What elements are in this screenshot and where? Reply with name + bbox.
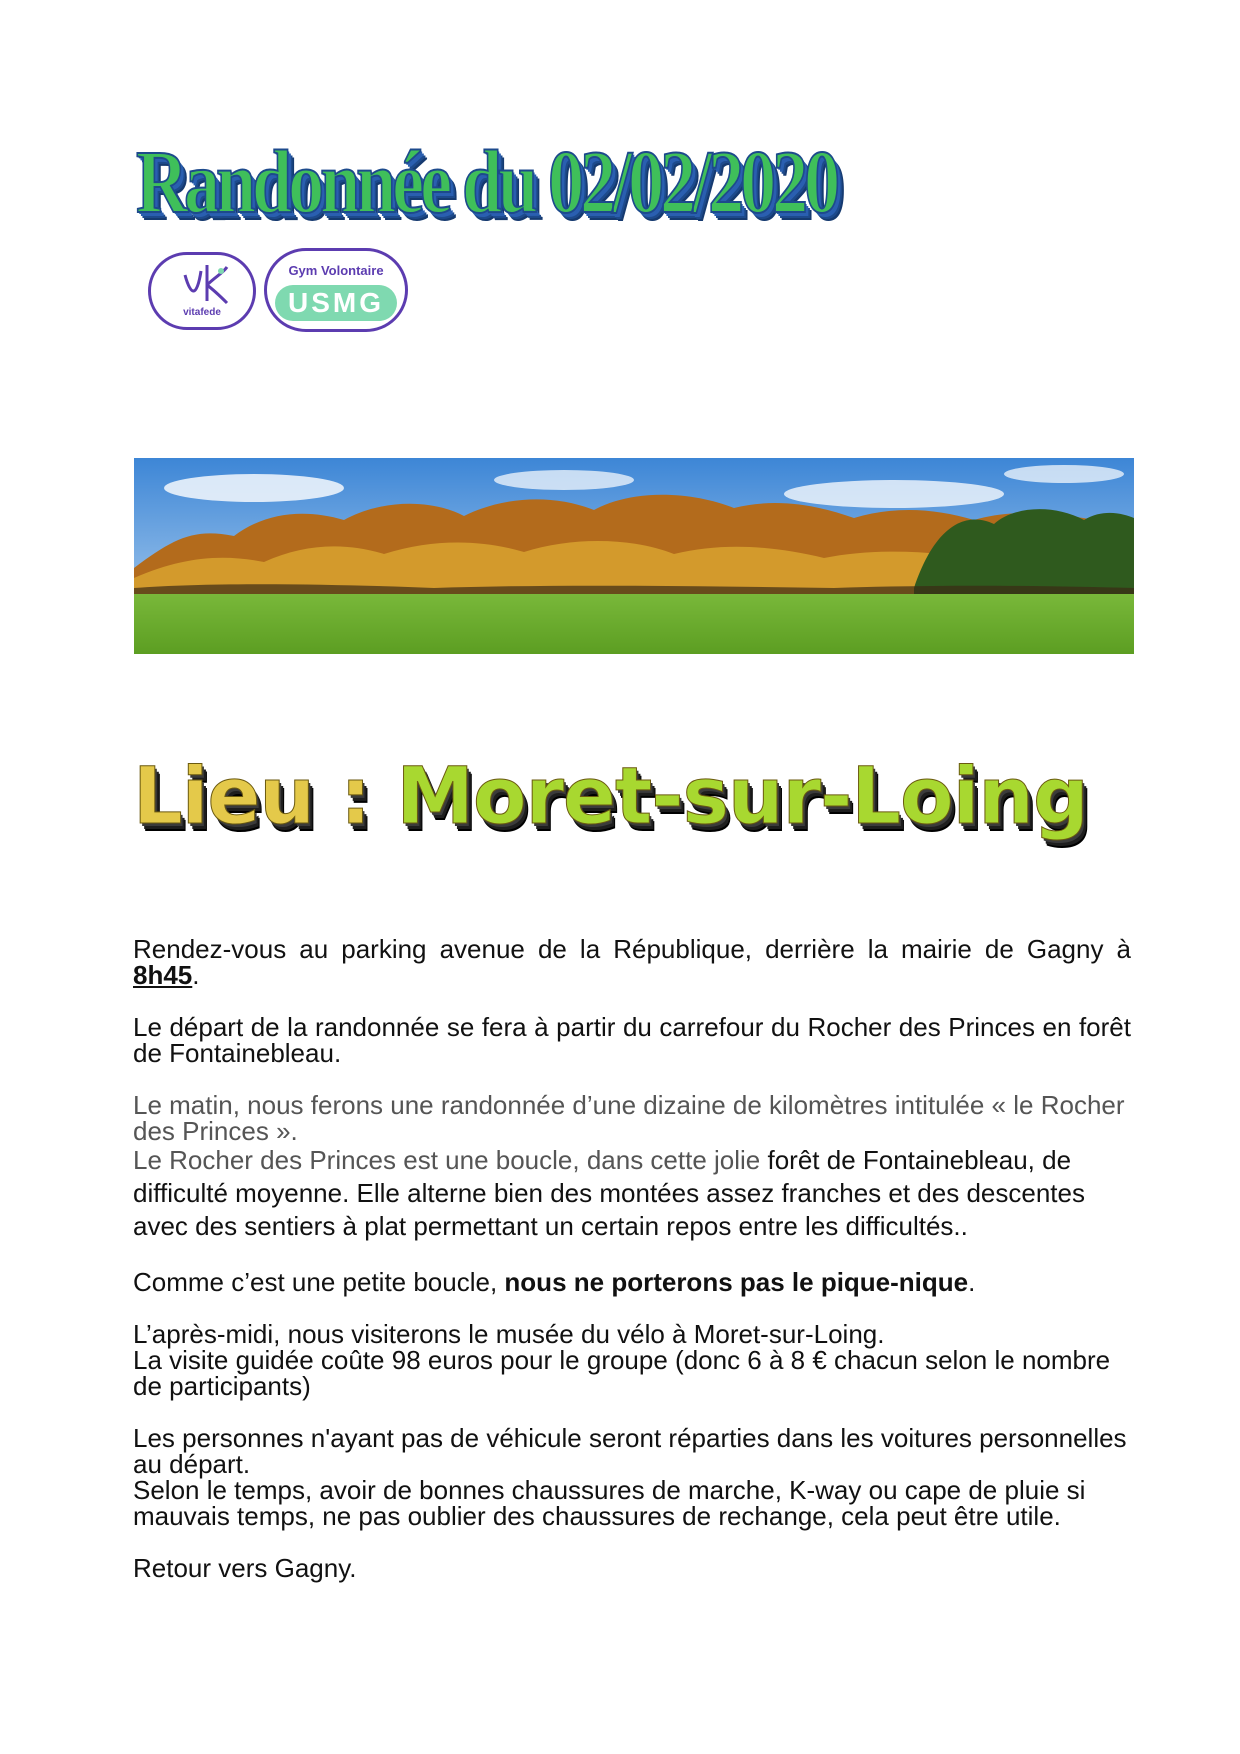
- equipment-paragraph: Selon le temps, avoir de bonnes chaussures de marche, K-way ou cape de pluie si mauvais temps, ne pas oublier des chaussures de rechange, cela peut être utile.: [133, 1475, 1086, 1531]
- location-heading: [133, 752, 1088, 842]
- departure-paragraph: Le départ de la randonnée se fera à partir du carrefour du Rocher des Princes en forêt de Fontainebleau.: [133, 1012, 1131, 1068]
- usmg-text: USMG: [275, 285, 397, 321]
- return-paragraph: Retour vers Gagny.: [133, 1553, 357, 1583]
- route-text: forêt de Fontainebleau, de difficulté moyenne. Elle alterne bien des montées assez franches et des descentes avec des sentiers à plat permettant un certain repos entre les difficultés..: [133, 1145, 1085, 1241]
- picnic-text: Comme c’est une petite boucle,: [133, 1267, 505, 1297]
- picnic-paragraph: [133, 1269, 1131, 1295]
- vitafede-text: vitafede: [183, 307, 221, 318]
- document-body: [133, 936, 1131, 1607]
- gym-volontaire-text: Gym Volontaire: [288, 263, 384, 278]
- visit-paragraph: La visite guidée coûte 98 euros pour le groupe (donc 6 à 8 € chacun selon le nombre de participants): [133, 1345, 1111, 1401]
- route-text-gray: Le Rocher des Princes est une boucle, dans cette jolie: [133, 1145, 761, 1175]
- page-title: Randonnée du 02/02/2020: [136, 133, 837, 232]
- meeting-end: .: [192, 960, 200, 990]
- meeting-text: Rendez-vous au parking avenue de la République, derrière la mairie de Gagny à: [133, 934, 1131, 964]
- morning-paragraph: Le matin, nous ferons une randonnée d’une dizaine de kilomètres intitulée « le Rocher des Princes ».: [133, 1090, 1125, 1146]
- club-logo: [148, 248, 410, 336]
- vitafede-logo: [148, 252, 256, 330]
- route-paragraph: [133, 1144, 1131, 1243]
- location-place: Moret-sur-Loing: [396, 752, 1088, 842]
- forest-image: [134, 458, 1134, 654]
- forest-photo: [134, 458, 1134, 654]
- vitafede-mark-icon: [177, 261, 233, 307]
- meeting-time: 8h45: [133, 960, 193, 990]
- picnic-bold: nous ne porterons pas le pique-nique: [504, 1267, 969, 1297]
- picnic-end: .: [968, 1267, 976, 1297]
- meeting-paragraph: [133, 936, 1131, 988]
- location-label: Lieu :: [133, 752, 371, 842]
- carpool-paragraph: Les personnes n'ayant pas de véhicule seront réparties dans les voitures personnelles au départ.: [133, 1423, 1127, 1479]
- afternoon-paragraph: L’après-midi, nous visiterons le musée du vélo à Moret-sur-Loing.: [133, 1319, 885, 1349]
- usmg-logo: [264, 248, 408, 332]
